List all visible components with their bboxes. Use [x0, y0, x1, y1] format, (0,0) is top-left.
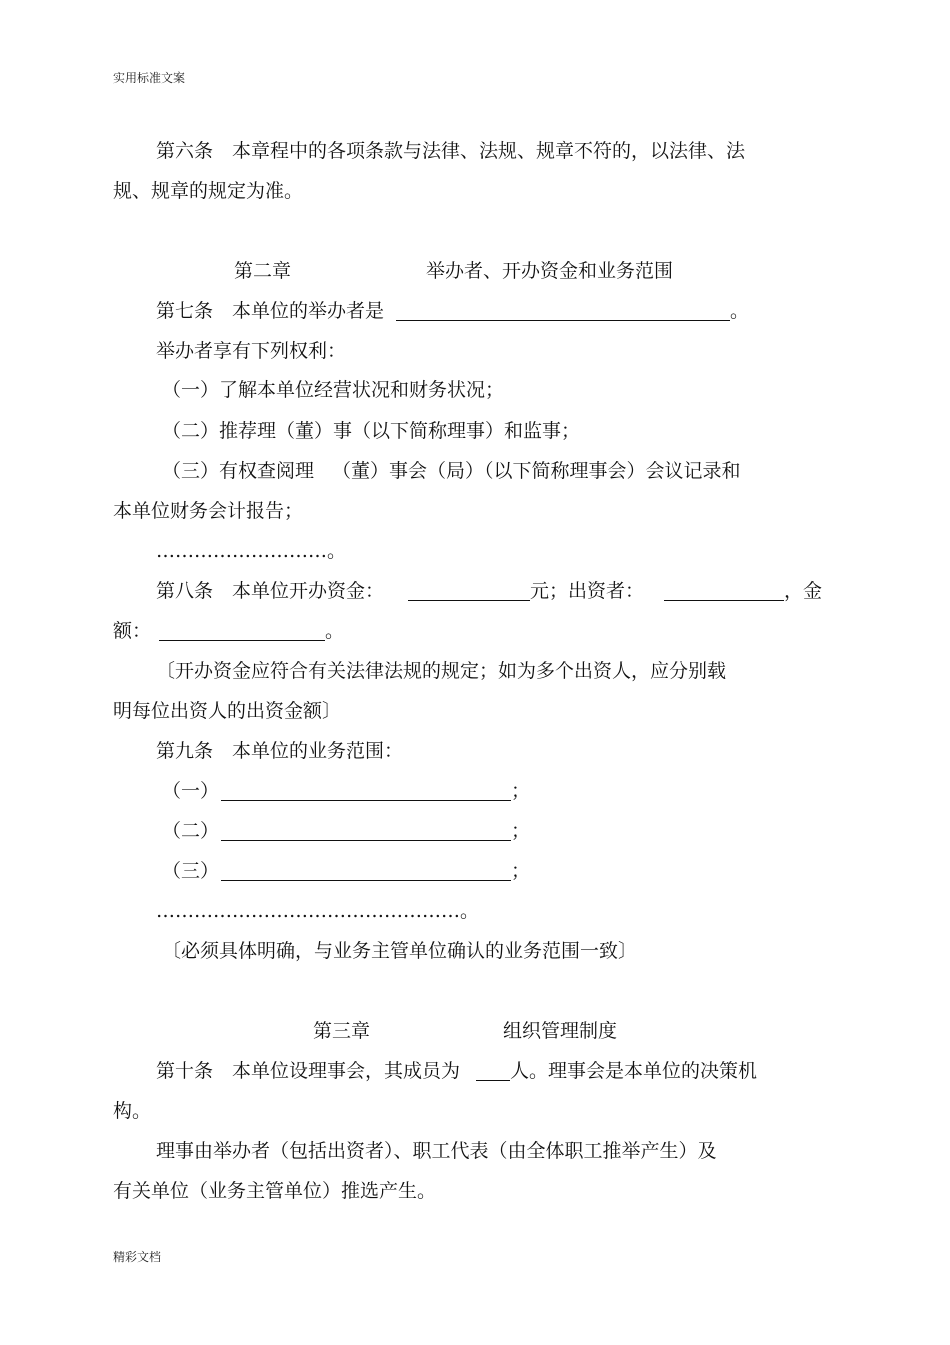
scope-note: 〔必须具体明确，与业务主管单位确认的业务范围一致〕: [162, 940, 638, 962]
article-8-note-line-1: 〔开办资金应符合有关法律法规的规定；如为多个出资人，应分别载: [156, 660, 727, 682]
investor-blank[interactable]: [664, 580, 784, 601]
article-8-line-2: [113, 618, 344, 644]
chapter-3-number: 第三章: [313, 1020, 371, 1042]
article-10-continuation: 人。理事会是本单位的决策机: [510, 1060, 758, 1082]
article-6-line-1: 第六条 本章程中的各项条款与法律、法规、规章不符的，以法律、法: [156, 140, 746, 162]
article-10-para-2-line-2: 有关单位（业务主管单位）推选产生。: [113, 1180, 437, 1202]
article-8-yuan: 元；出资者：: [530, 580, 645, 602]
chapter-2-number: 第二章: [234, 260, 292, 282]
scope-item-1-semicolon: ；: [511, 780, 531, 802]
scope-item-2-blank[interactable]: [221, 820, 511, 841]
scope-item-2: [162, 818, 530, 844]
article-8-amount-label: 额：: [113, 620, 152, 642]
right-3-line-1: [162, 458, 741, 484]
capital-amount-blank[interactable]: [408, 580, 530, 601]
right-2: （二）推荐理（董）事（以下简称理事）和监事；: [162, 420, 581, 442]
article-6-line-2: 规、规章的规定为准。: [113, 180, 304, 202]
page-header: 实用标准文案: [113, 71, 186, 85]
page-footer: 精彩文档: [113, 1250, 162, 1264]
chapter-2-title: 举办者、开办资金和业务范围: [426, 260, 674, 282]
rights-intro: 举办者享有下列权利：: [156, 340, 347, 362]
right-1: （一）了解本单位经营状况和财务状况；: [162, 379, 505, 401]
article-7-end: 。: [730, 300, 750, 322]
article-8-end: 。: [325, 620, 345, 642]
sponsor-blank[interactable]: [396, 300, 730, 321]
scope-item-3-semicolon: ；: [511, 860, 531, 882]
article-9: 第九条 本单位的业务范围：: [156, 740, 404, 762]
article-10-text: 第十条 本单位设理事会，其成员为: [156, 1060, 461, 1082]
scope-item-1-blank[interactable]: [221, 780, 511, 801]
article-8-text: 第八条 本单位开办资金：: [156, 580, 385, 602]
article-7-text: 第七条 本单位的举办者是: [156, 300, 385, 322]
right-3-part-b: （董）事会（局）（以下简称理事会）会议记录和: [332, 460, 741, 482]
scope-ellipsis: …………………………………………。: [156, 900, 480, 922]
article-10-line-1: [156, 1058, 757, 1084]
article-10-para-2-line-1: 理事由举办者（包括出资者）、职工代表（由全体职工推举产生）及: [156, 1140, 717, 1162]
article-8-line-1: [156, 578, 822, 604]
article-8-jin: ，金: [784, 580, 823, 602]
investment-amount-blank[interactable]: [159, 620, 325, 641]
scope-item-1: [162, 778, 530, 804]
scope-item-2-label: （二）: [162, 820, 220, 842]
right-3-line-2: 本单位财务会计报告；: [113, 500, 304, 522]
article-7: [156, 298, 749, 324]
article-8-note-line-2: 明每位出资人的出资金额〕: [113, 700, 342, 722]
rights-ellipsis: ………………………。: [156, 540, 347, 562]
scope-item-3-blank[interactable]: [221, 860, 511, 881]
right-3-part-a: （三）有权查阅理: [162, 460, 315, 482]
scope-item-3-label: （三）: [162, 860, 220, 882]
scope-item-2-semicolon: ；: [511, 820, 531, 842]
member-count-blank[interactable]: [476, 1060, 510, 1081]
chapter-3-title: 组织管理制度: [503, 1020, 618, 1042]
scope-item-3: [162, 858, 530, 884]
article-10-line-2: 构。: [113, 1100, 152, 1122]
scope-item-1-label: （一）: [162, 780, 220, 802]
